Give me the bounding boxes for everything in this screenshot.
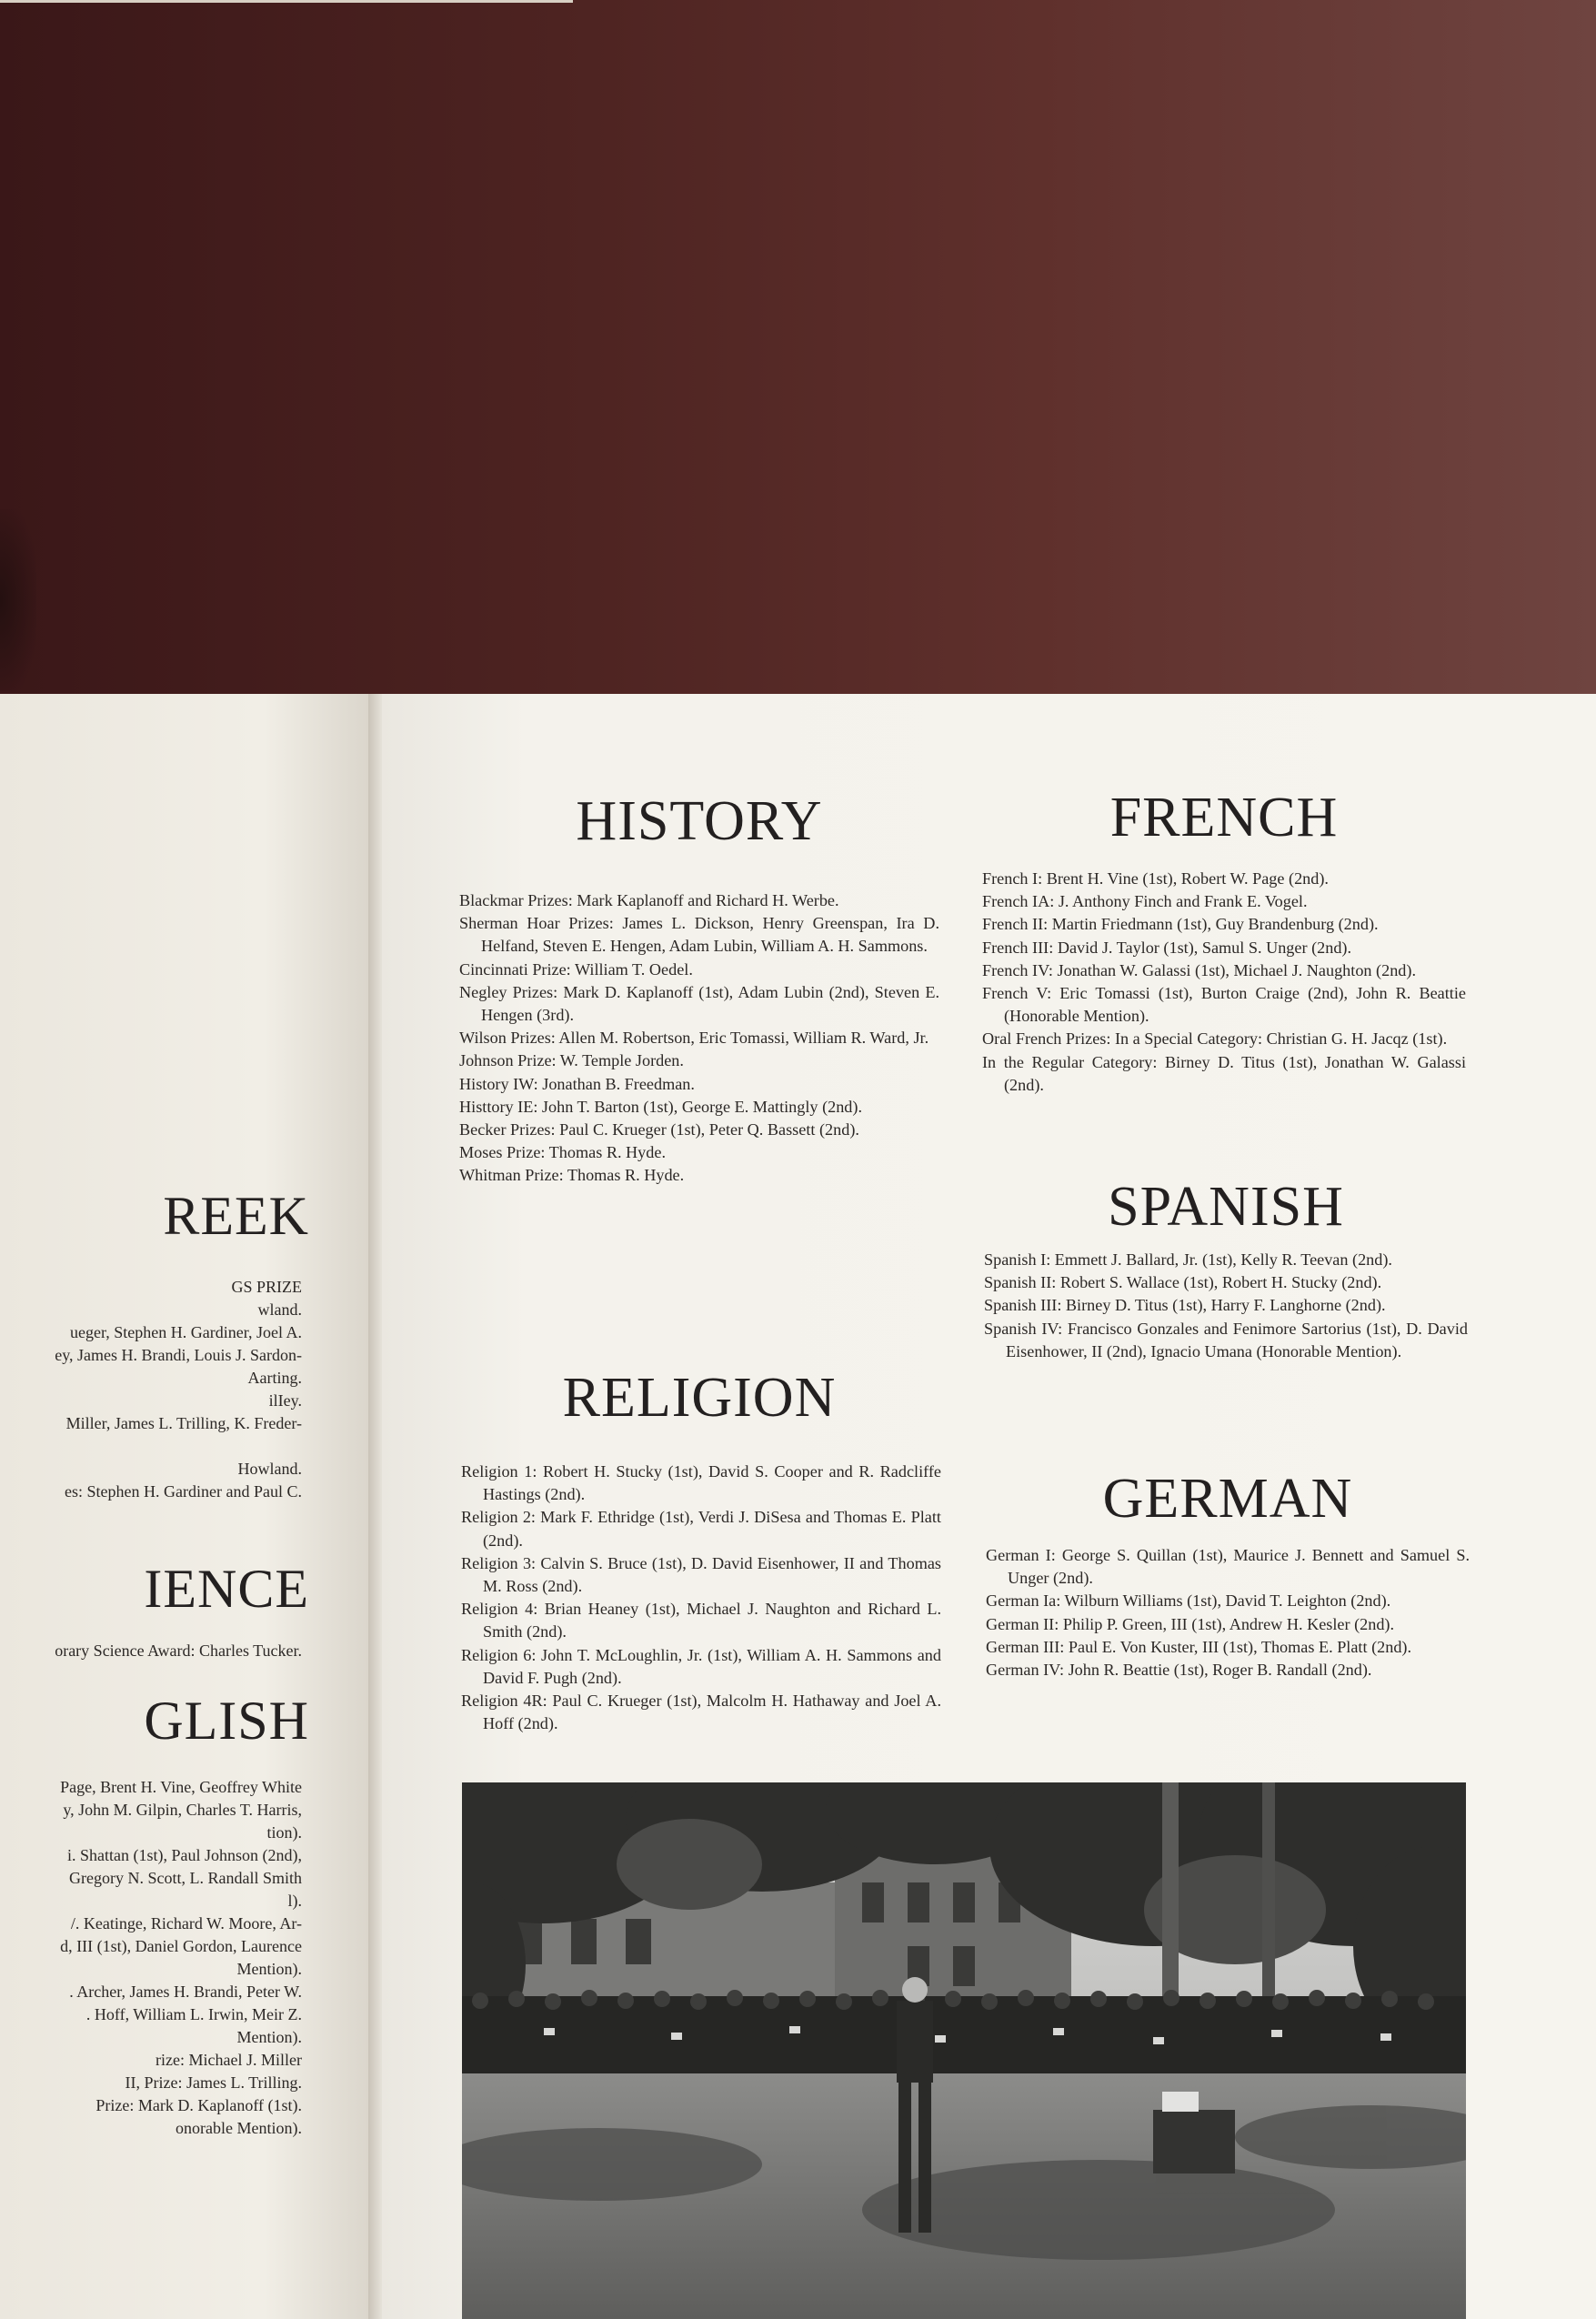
left-page-line: Howland. [237,1460,302,1478]
spanish-title: SPANISH [1108,1176,1344,1238]
prize-entry: Religion 4: Brian Heaney (1st), Michael J. Naughton and Richard L. Smith (2nd). [461,1600,941,1641]
photo-graphic [462,1782,1466,2319]
left-page-clip [0,694,309,2319]
prize-entry: German III: Paul E. Von Kuster, III (1st), Thomas E. Platt (2nd). [986,1637,1412,1656]
prize-entry: French IA: J. Anthony Finch and Frank E. Vogel. [982,892,1308,911]
binder-cover [0,0,1596,694]
prize-entry: French II: Martin Friedmann (1st), Guy Brandenburg (2nd). [982,915,1379,934]
left-page-line: GS PRIZE [231,1278,302,1296]
left-page-line: ey, James H. Brandi, Louis J. Sardon- [55,1346,302,1364]
left-page-line: Miller, James L. Trilling, K. Freder- [65,1414,302,1432]
prize-entry: Spanish I: Emmett J. Ballard, Jr. (1st), Kelly R. Teevan (2nd). [984,1250,1392,1269]
religion-entries [461,1461,941,1735]
prize-entry: French III: David J. Taylor (1st), Samul S. Unger (2nd). [982,938,1352,957]
left-page-line [0,1435,302,1458]
left-page [0,694,377,2319]
left-page-line: Prize: Mark D. Kaplanoff (1st). [95,2096,302,2114]
german-title: GERMAN [1102,1468,1353,1530]
prize-entry: In the Regular Category: Birney D. Titus (1st), Jonathan W. Galassi (2nd). [982,1052,1466,1094]
prize-entry: Religion 3: Calvin S. Bruce (1st), D. David Eisenhower, II and Thomas M. Ross (2nd). [461,1553,941,1596]
prize-entry: Becker Prizes: Paul C. Krueger (1st), Peter Q. Bassett (2nd). [459,1120,859,1139]
prize-entry: French I: Brent H. Vine (1st), Robert W. Page (2nd). [982,869,1329,888]
prize-entry: Spanish II: Robert S. Wallace (1st), Robert H. Stucky (2nd). [984,1273,1382,1292]
prize-entry: Negley Prizes: Mark D. Kaplanoff (1st), Adam Lubin (2nd), Steven E. Hengen (3rd). [459,982,939,1025]
prize-entry: Johnson Prize: W. Temple Jorden. [459,1051,684,1070]
prize-entry: Religion 6: John T. McLoughlin, Jr. (1st), William A. H. Sammons and David F. Pugh (2nd). [461,1645,941,1687]
prize-entry: German II: Philip P. Green, III (1st), Andrew H. Kesler (2nd). [986,1614,1395,1633]
left-page-line: /. Keatinge, Richard W. Moore, Ar- [70,1914,302,1932]
prize-entry: Spanish III: Birney D. Titus (1st), Harry F. Langhorne (2nd). [984,1296,1386,1315]
prize-entry: History IW: Jonathan B. Freedman. [459,1074,695,1093]
history-entries [459,889,939,1188]
prize-entry: German Ia: Wilburn Williams (1st), David T. Leighton (2nd). [986,1591,1391,1611]
religion-title: RELIGION [562,1367,837,1429]
left-page-line: es: Stephen H. Gardiner and Paul C. [65,1482,302,1501]
prize-entry: French IV: Jonathan W. Galassi (1st), Michael J. Naughton (2nd). [982,960,1416,979]
left-page-line: l). [287,1892,302,1910]
science-text [0,1640,302,1662]
prize-entry: Sherman Hoar Prizes: James L. Dickson, Henry Greenspan, Ira D. Helfand, Steven E. Hengen, Adam Lubin, William A. H. Sammons. [459,914,939,956]
english-text [0,1776,302,2140]
prize-entry: Wilson Prizes: Allen M. Robertson, Eric Tomassi, William R. Ward, Jr. [459,1029,929,1048]
prize-entry: Whitman Prize: Thomas R. Hyde. [459,1166,685,1185]
left-page-line: wland. [257,1300,302,1319]
french-entries [982,868,1466,1097]
left-page-line: onorable Mention). [176,2119,302,2137]
left-page-line: Page, Brent H. Vine, Geoffrey White [60,1778,302,1796]
heading-greek: REEK [163,1186,309,1246]
prize-entry: German I: George S. Quillan (1st), Maurice J. Bennett and Samuel S. Unger (2nd). [986,1546,1470,1588]
prize-entry: French V: Eric Tomassi (1st), Burton Craige (2nd), John R. Beattie (Honorable Mention). [982,984,1466,1026]
prize-entry: Spanish IV: Francisco Gonzales and Fenimore Sartorius (1st), D. David Eisenhower, II (2nd), Ignacio Umana (Honorable Mention). [984,1319,1468,1360]
prize-entry: Blackmar Prizes: Mark Kaplanoff and Richard H. Werbe. [459,891,839,909]
left-page-line: Gregory N. Scott, L. Randall Smith [69,1869,302,1887]
cover-edge-strip [0,0,573,3]
left-page-line: Aarting. [247,1369,302,1387]
left-page-line: orary Science Award: Charles Tucker. [55,1641,302,1660]
prize-entry: Moses Prize: Thomas R. Hyde. [459,1143,666,1162]
left-page-line: Mention). [236,2028,302,2046]
greek-text [0,1276,302,1503]
french-title: FRENCH [1109,787,1339,848]
left-page-line: tion). [266,1823,302,1842]
left-page-line: Mention). [236,1960,302,1978]
prize-entry: Religion 1: Robert H. Stucky (1st), David S. Cooper and R. Radcliffe Hastings (2nd). [461,1462,941,1504]
commencement-photo [462,1782,1466,2319]
left-page-line: ueger, Stephen H. Gardiner, Joel A. [70,1323,302,1341]
left-page-line: y, John M. Gilpin, Charles T. Harris, [63,1801,302,1819]
german-entries [986,1544,1470,1682]
left-page-line: II, Prize: James L. Trilling. [125,2073,302,2092]
left-page-line: ilIey. [268,1391,302,1410]
prize-entry: Histtory IE: John T. Barton (1st), George E. Mattingly (2nd). [459,1097,863,1116]
history-title: HISTORY [576,790,823,852]
left-page-line: d, III (1st), Daniel Gordon, Laurence [60,1937,302,1955]
left-page-line: . Hoff, William L. Irwin, Meir Z. [85,2005,302,2023]
spanish-entries [984,1249,1468,1363]
prize-entry: Religion 2: Mark F. Ethridge (1st), Verdi J. DiSesa and Thomas E. Platt (2nd). [461,1508,941,1550]
prize-entry: Religion 4R: Paul C. Krueger (1st), Malcolm H. Hathaway and Joel A. Hoff (2nd). [461,1692,941,1733]
prize-entry: German IV: John R. Beattie (1st), Roger B. Randall (2nd). [986,1661,1372,1680]
heading-english: GLISH [144,1691,309,1751]
prize-entry: Oral French Prizes: In a Special Category: Christian G. H. Jacqz (1st). [982,1029,1448,1049]
heading-science: IENCE [144,1559,309,1619]
left-page-line: . Archer, James H. Brandi, Peter W. [69,1983,302,2001]
left-page-line: rize: Michael J. Miller [156,2051,302,2069]
left-page-line: i. Shattan (1st), Paul Johnson (2nd), [67,1846,302,1864]
prize-entry: Cincinnati Prize: William T. Oedel. [459,959,693,979]
cover-shadow [0,509,36,691]
